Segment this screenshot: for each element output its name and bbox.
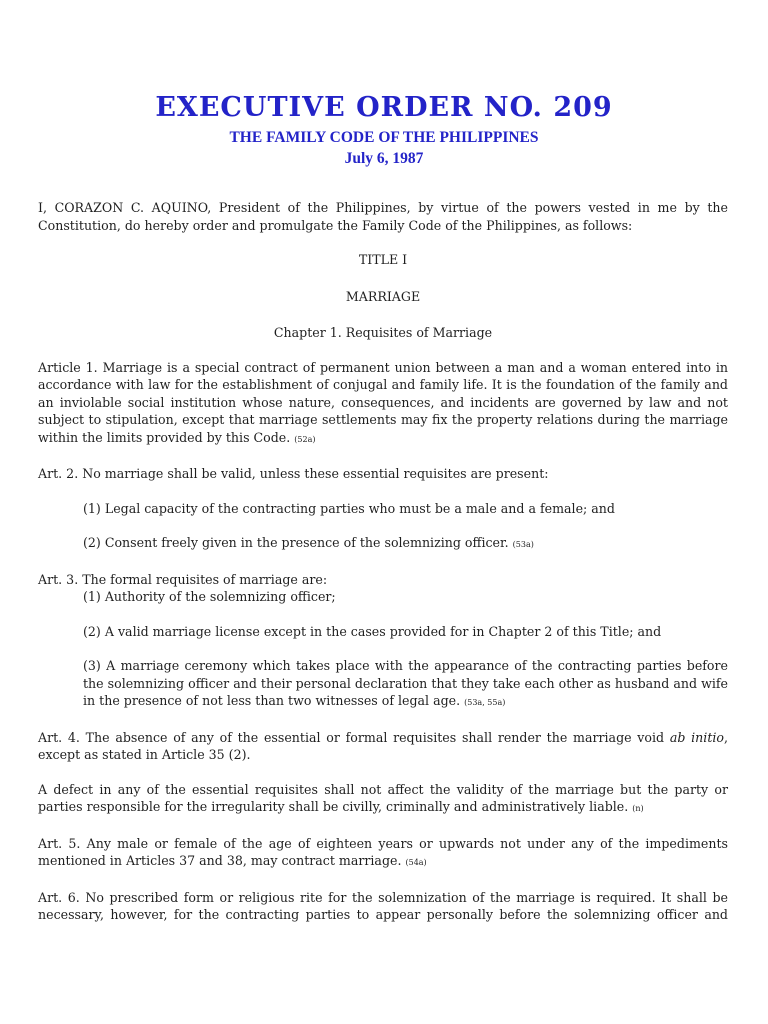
article-4-para-2-text: A defect in any of the essential requisites shall not affect the validity of the marriage but the party or parties responsible for the irregularity shall be civilly, criminally and administratively liable. [38, 781, 728, 814]
article-4 [38, 729, 728, 764]
article-5-source: (54a) [405, 858, 427, 867]
article-2-item-1: (1) Legal capacity of the contracting parties who must be a male and a female; and [83, 500, 615, 516]
article-1-text: Article 1. Marriage is a special contract of permanent union between a man and a woman entered into in accordance with law for the establishment of conjugal and family life. It is the foundation of the family and an inviolable social institution whose nature, consequences, and incidents are governed by law and not subject to stipulation, except that marriage settlements may fix the property relations during the marriage within the limits provided by this Code. [38, 359, 728, 445]
preamble: I, CORAZON C. AQUINO, President of the Philippines, by virtue of the powers vested in me by the Constitution, do hereby order and promulgate the Family Code of the Philippines, as follows: [38, 200, 728, 233]
article-2-item-2-source: (53a) [512, 540, 534, 549]
article-2-intro: Art. 2. No marriage shall be valid, unless these essential requisites are present: [38, 466, 549, 481]
article-3-item-3 [38, 657, 728, 712]
article-4-text-before: Art. 4. The absence of any of the essential or formal requisites shall render the marriage void [38, 729, 670, 745]
article-3-item-2: (2) A valid marriage license except in the cases provided for in Chapter 2 of this Title; and [83, 623, 662, 639]
title-name: MARRIAGE [345, 288, 421, 304]
document-date: July 6, 1987 [344, 150, 424, 167]
article-1-source: (52a) [294, 434, 316, 444]
article-4-para-2-source: (n) [632, 804, 644, 813]
title-heading: TITLE I [358, 252, 408, 267]
article-1 [38, 359, 728, 449]
article-2-item-2 [38, 534, 728, 554]
document-body [38, 199, 728, 924]
article-4-para-2 [38, 781, 728, 818]
article-5-text: Art. 5. Any male or female of the age of eighteen years or upwards not under any of the impediments mentioned in Articles 37 and 38, may contract marriage. [38, 835, 728, 868]
article-2-item-2-text: (2) Consent freely given in the presence of the solemnizing officer. [83, 535, 509, 550]
chapter-heading: Chapter 1. Requisites of Marriage [273, 325, 493, 340]
document-title: EXECUTIVE ORDER NO. 209 [155, 92, 613, 123]
article-3-intro: Art. 3. The formal requisites of marriage are: [38, 571, 328, 587]
article-3-item-1: (1) Authority of the solemnizing officer; [83, 589, 336, 604]
article-4-italic: ab initio [669, 729, 724, 745]
article-6: Art. 6. No prescribed form or religious rite for the solemnization of the marriage is required. It shall be necessary, however, for the contracting parties to appear personally before the solemnizing officer and [38, 889, 728, 922]
article-4-text-after: , except as stated in Article 35 (2). [38, 729, 728, 762]
document-subtitle: THE FAMILY CODE OF THE PHILIPPINES [229, 129, 539, 146]
article-3-item-3-text: (3) A marriage ceremony which takes place with the appearance of the contracting parties before the solemnizing officer and their personal declaration that they take each other as husband and wife in the presence of not less than two witnesses of legal age. [83, 658, 728, 708]
article-3-item-3-source: (53a, 55a) [464, 698, 506, 707]
article-5 [38, 835, 728, 872]
